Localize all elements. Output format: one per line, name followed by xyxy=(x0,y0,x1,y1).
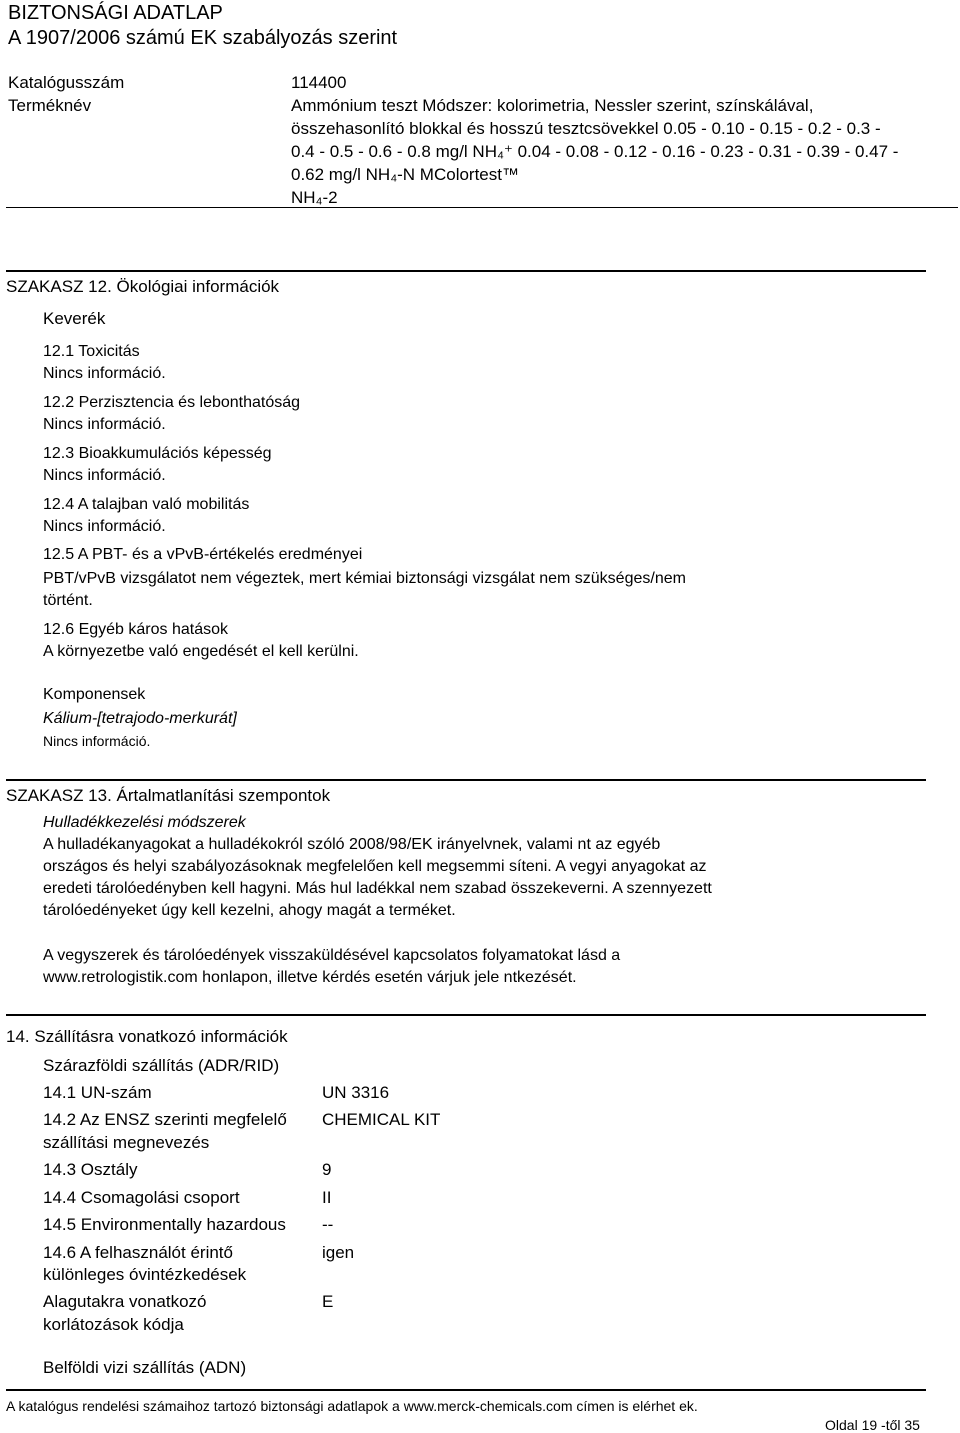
transport-value: -- xyxy=(322,1215,334,1234)
product-label: Terméknév xyxy=(8,96,92,115)
section-12-heading: SZAKASZ 12. Ökológiai információk xyxy=(6,277,280,296)
product-line: 0.62 mg/l NH₄-N MColortest™ xyxy=(291,165,519,184)
transport-label: 14.3 Osztály xyxy=(43,1160,138,1179)
subsection-text: Nincs információ. xyxy=(43,416,166,433)
transport-value: II xyxy=(322,1188,332,1207)
components-heading: Komponensek xyxy=(43,686,146,703)
subsection-text: Nincs információ. xyxy=(43,518,166,535)
page-number: Oldal 19 -től 35 xyxy=(825,1417,920,1433)
transport-label: szállítási megnevezés xyxy=(43,1133,210,1152)
subsection-text: Nincs információ. xyxy=(43,365,166,382)
catalog-label: Katalógusszám xyxy=(8,73,125,92)
paragraph-line: országos és helyi szabályozásoknak megfelelően kell megsemmi síteni. A vegyi anyagokat az xyxy=(43,858,707,875)
subsection-text: Nincs információ. xyxy=(43,467,166,484)
paragraph-line: www.retrologistik.com honlapon, illetve kérdés esetén várjuk jele ntkezését. xyxy=(43,969,577,986)
transport-label: korlátozások kódja xyxy=(43,1315,184,1334)
subsection-title: 12.3 Bioakkumulációs képesség xyxy=(43,445,272,462)
component-info: Nincs információ. xyxy=(43,733,151,749)
transport-label: 14.5 Environmentally hazardous xyxy=(43,1215,286,1234)
waste-methods-heading: Hulladékkezelési módszerek xyxy=(43,814,246,831)
product-line: összehasonlító blokkal és hosszú tesztcsövekkel 0.05 - 0.10 - 0.15 - 0.2 - 0.3 - xyxy=(291,119,881,138)
transport-value: UN 3316 xyxy=(322,1083,390,1102)
product-line: 0.4 - 0.5 - 0.6 - 0.8 mg/l NH₄⁺ 0.04 - 0.08 - 0.12 - 0.16 - 0.23 - 0.31 - 0.39 - 0.47 - xyxy=(291,142,899,161)
transport-value: igen xyxy=(322,1243,355,1262)
section-divider xyxy=(6,1014,926,1016)
subsection-title: 12.6 Egyéb káros hatások xyxy=(43,621,229,638)
document-title: BIZTONSÁGI ADATLAP xyxy=(8,2,223,24)
subsection-title: 12.4 A talajban való mobilitás xyxy=(43,496,250,513)
footer-divider xyxy=(6,1389,926,1391)
transport-value: E xyxy=(322,1292,334,1311)
transport-value: CHEMICAL KIT xyxy=(322,1110,441,1129)
transport-label: 14.4 Csomagolási csoport xyxy=(43,1188,240,1207)
paragraph-line: A hulladékanyagokat a hulladékokról szóló 2008/98/EK irányelvnek, valami nt az egyéb xyxy=(43,836,661,853)
transport-value: 9 xyxy=(322,1160,332,1179)
transport-label: különleges óvintézkedések xyxy=(43,1265,247,1284)
product-line: Ammónium teszt Módszer: kolorimetria, Nessler szerint, színskálával, xyxy=(291,96,814,115)
subsection-title: 12.2 Perzisztencia és lebonthatóság xyxy=(43,394,301,411)
subsection-text: PBT/vPvB vizsgálatot nem végeztek, mert kémiai biztonsági vizsgálat nem szükséges/nem xyxy=(43,570,686,587)
component-name: Kálium-[tetrajodo-merkurát] xyxy=(43,710,237,727)
transport-label: Alagutakra vonatkozó xyxy=(43,1292,207,1311)
section-14-heading: 14. Szállításra vonatkozó információk xyxy=(6,1027,288,1046)
section-divider xyxy=(6,270,926,272)
subsection-title: 12.5 A PBT- és a vPvB-értékelés eredményei xyxy=(43,546,363,563)
paragraph-line: tárolóedényeket úgy kell kezelni, ahogy magát a terméket. xyxy=(43,902,456,919)
section-13-heading: SZAKASZ 13. Ártalmatlanítási szempontok xyxy=(6,786,331,805)
mixture-heading: Keverék xyxy=(43,309,106,328)
transport-label: 14.2 Az ENSZ szerinti megfelelő xyxy=(43,1110,287,1129)
inland-transport-heading: Belföldi vizi szállítás (ADN) xyxy=(43,1358,247,1377)
subsection-title: 12.1 Toxicitás xyxy=(43,343,140,360)
subsection-text: A környezetbe való engedését el kell kerülni. xyxy=(43,643,359,660)
paragraph-line: eredeti tárolóedényben kell hagyni. Más hul ladékkal nem szabad összekeverni. A szennyezett xyxy=(43,880,712,897)
document-subtitle: A 1907/2006 számú EK szabályozás szerint xyxy=(8,27,398,49)
catalog-value: 114400 xyxy=(291,73,347,92)
section-divider xyxy=(6,779,926,781)
header-divider xyxy=(6,207,958,208)
paragraph-line: A vegyszerek és tárolóedények visszaküldésével kapcsolatos folyamatokat lásd a xyxy=(43,947,621,964)
product-line: NH₄-2 xyxy=(291,188,338,207)
transport-label: 14.6 A felhasználót érintő xyxy=(43,1243,233,1262)
land-transport-heading: Szárazföldi szállítás (ADR/RID) xyxy=(43,1056,280,1075)
transport-label: 14.1 UN-szám xyxy=(43,1083,152,1102)
subsection-text: történt. xyxy=(43,592,93,609)
footer-note: A katalógus rendelési számaihoz tartozó biztonsági adatlapok a www.merck-chemicals.com címen is elérhet ek. xyxy=(6,1398,698,1414)
